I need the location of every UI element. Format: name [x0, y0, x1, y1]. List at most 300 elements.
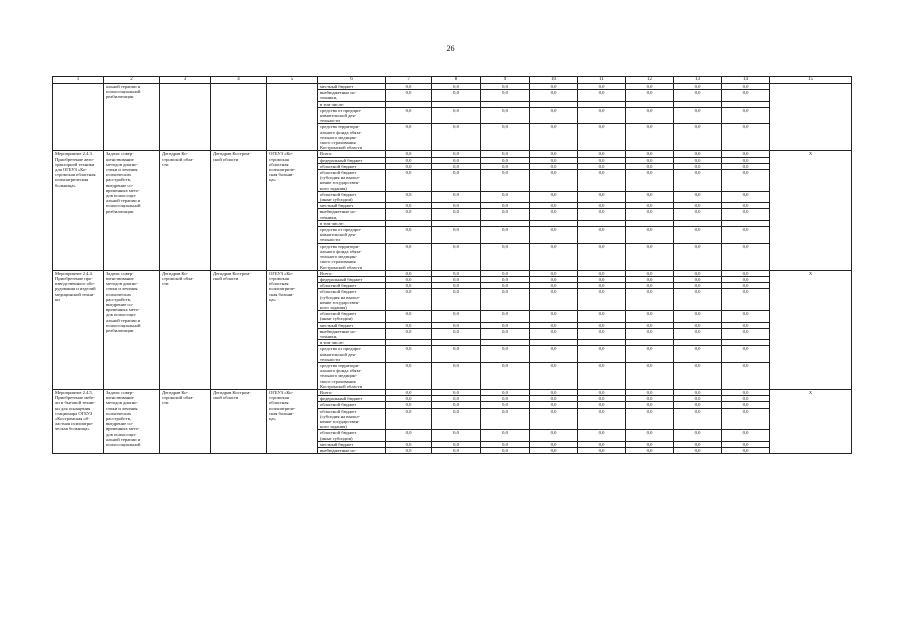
value-cell: 0,0 [578, 322, 626, 328]
value-cell: 0,0 [481, 322, 530, 328]
coordinator-cell: Депздрав Ко- стромской обла- сти [160, 151, 211, 270]
value-cell: 0,0 [578, 124, 626, 151]
funding-source-cell: средства территори- ального фонда обяза- тельного медицин- ского страхования Костромской области [318, 124, 386, 151]
value-cell: 0,0 [386, 203, 432, 209]
value-cell: 0,0 [386, 362, 432, 389]
value-cell: 0,0 [432, 430, 481, 441]
funding-source-cell: областной бюджет [318, 163, 386, 169]
value-cell: 0,0 [386, 227, 432, 244]
value-cell: 0,0 [481, 124, 530, 151]
funding-source-cell: внебюджетные ис- [318, 448, 386, 454]
value-cell: 0,0 [386, 243, 432, 270]
value-cell: 0,0 [674, 170, 722, 192]
value-cell: 0,0 [674, 346, 722, 363]
value-cell: 0,0 [578, 276, 626, 282]
value-cell: 0,0 [578, 311, 626, 322]
value-cell: 0,0 [626, 402, 674, 408]
value-cell: 0,0 [722, 227, 770, 244]
value-cell: 0,0 [578, 84, 626, 90]
value-cell: 0,0 [578, 283, 626, 289]
task-cell: альной терапии и психосоциальной реабилитации [104, 84, 160, 151]
value-cell: 0,0 [432, 157, 481, 163]
value-cell: 0,0 [674, 448, 722, 454]
value-cell: 0,0 [722, 157, 770, 163]
activity-cell: Мероприятие 2.4.5. Приобретение мебе- ли и бытовой техни- ки для оснащения стационара ОГБУЗ «Костромская об- ластная психиатри- ческая больница» [53, 389, 104, 453]
value-cell: 0,0 [386, 90, 432, 101]
value-cell: 0,0 [481, 448, 530, 454]
value-cell: 0,0 [626, 430, 674, 441]
value-cell: 0,0 [530, 90, 578, 101]
value-cell: 0,0 [722, 311, 770, 322]
value-cell: 0,0 [481, 151, 530, 157]
value-cell: 0,0 [530, 362, 578, 389]
value-cell: 0,0 [626, 107, 674, 124]
column-header: 9 [481, 77, 530, 84]
value-cell: 0,0 [481, 170, 530, 192]
value-cell: 0,0 [530, 396, 578, 402]
value-cell: 0,0 [530, 322, 578, 328]
coordinator-cell: Депздрав Ко- стромской обла- сти [160, 389, 211, 453]
value-cell: 0,0 [386, 151, 432, 157]
task-cell: Задача: совер- шенствование методов диагно- стики и лечения психических расстройств, внедрение со- временных мето- дов психосоци- альной терапии и психосоциальной реабилитации [104, 151, 160, 270]
value-cell: 0,0 [530, 170, 578, 192]
value-cell: 0,0 [626, 209, 674, 220]
funding-source-cell: внебюджетные ис- точники, [318, 90, 386, 101]
value-cell: 0,0 [481, 389, 530, 395]
value-cell: 0,0 [722, 191, 770, 202]
value-cell: 0,0 [674, 163, 722, 169]
value-cell: 0,0 [578, 227, 626, 244]
value-cell: 0,0 [481, 157, 530, 163]
value-cell: 0,0 [481, 283, 530, 289]
value-cell: 0,0 [674, 389, 722, 395]
column-15-cell: X [770, 270, 852, 389]
funding-source-cell: областной бюджет (субсидия на выпол- нение государствен- ного задания) [318, 408, 386, 430]
value-cell: 0,0 [432, 441, 481, 447]
value-cell: 0,0 [674, 396, 722, 402]
funding-source-cell: средства территори- ального фонда обяза- тельного медицин- ского страхования Костромской области [318, 362, 386, 389]
column-header: 7 [386, 77, 432, 84]
value-cell: 0,0 [578, 90, 626, 101]
column-header: 13 [674, 77, 722, 84]
value-cell: 0,0 [626, 84, 674, 90]
value-cell: 0,0 [722, 243, 770, 270]
funding-source-cell: федеральный бюджет [318, 396, 386, 402]
value-cell: 0,0 [432, 402, 481, 408]
value-cell: 0,0 [432, 191, 481, 202]
value-cell: 0,0 [674, 90, 722, 101]
value-cell: 0,0 [432, 396, 481, 402]
funding-source-cell: в том числе: [318, 340, 386, 346]
value-cell: 0,0 [578, 243, 626, 270]
responsible-cell: Депздрав Костром- ской области [211, 151, 267, 270]
value-cell: 0,0 [674, 203, 722, 209]
value-cell: 0,0 [674, 441, 722, 447]
funding-source-cell: местный бюджет [318, 322, 386, 328]
value-cell: 0,0 [432, 90, 481, 101]
responsible-cell: Депздрав Костром- ской области [211, 389, 267, 453]
value-cell: 0,0 [722, 448, 770, 454]
value-cell: 0,0 [674, 151, 722, 157]
executor-cell [267, 84, 318, 151]
funding-source-cell: местный бюджет [318, 203, 386, 209]
value-cell: 0,0 [481, 84, 530, 90]
value-cell: 0,0 [386, 170, 432, 192]
funding-source-cell: Всего: [318, 270, 386, 276]
value-cell: 0,0 [530, 227, 578, 244]
value-cell: 0,0 [481, 396, 530, 402]
value-cell: 0,0 [626, 396, 674, 402]
value-cell: 0,0 [481, 289, 530, 311]
funding-source-cell: средства от предпри- нимательской дея- тельности [318, 107, 386, 124]
value-cell: 0,0 [722, 441, 770, 447]
value-cell: 0,0 [386, 191, 432, 202]
value-cell: 0,0 [722, 107, 770, 124]
value-cell: 0,0 [626, 322, 674, 328]
funding-source-cell: федеральный бюджет [318, 157, 386, 163]
value-cell: 0,0 [530, 276, 578, 282]
value-cell: 0,0 [578, 396, 626, 402]
column-header: 10 [530, 77, 578, 84]
value-cell: 0,0 [674, 209, 722, 220]
value-cell: 0,0 [722, 170, 770, 192]
value-cell: 0,0 [386, 209, 432, 220]
value-cell: 0,0 [674, 289, 722, 311]
funding-source-cell: федеральный бюджет [318, 276, 386, 282]
column-header: 14 [722, 77, 770, 84]
value-cell: 0,0 [432, 283, 481, 289]
value-cell: 0,0 [530, 283, 578, 289]
value-cell: 0,0 [722, 90, 770, 101]
task-cell: Задача: совер- шенствование методов диагно- стики и лечения психических расстройств, внедрение со- временных мето- дов психосоци- альной терапии и психосоциальной реабилитации [104, 270, 160, 389]
value-cell: 0,0 [481, 328, 530, 339]
value-cell: 0,0 [626, 283, 674, 289]
funding-source-cell: в том числе: [318, 220, 386, 226]
value-cell: 0,0 [432, 362, 481, 389]
activity-cell [53, 84, 104, 151]
value-cell: 0,0 [626, 191, 674, 202]
value-cell: 0,0 [674, 84, 722, 90]
value-cell: 0,0 [481, 276, 530, 282]
value-cell: 0,0 [578, 408, 626, 430]
value-cell: 0,0 [530, 124, 578, 151]
value-cell: 0,0 [432, 151, 481, 157]
column-header: 5 [267, 77, 318, 84]
value-cell: 0,0 [530, 289, 578, 311]
value-cell: 0,0 [481, 163, 530, 169]
value-cell: 0,0 [481, 90, 530, 101]
value-cell: 0,0 [722, 289, 770, 311]
value-cell: 0,0 [386, 396, 432, 402]
column-15-cell [770, 84, 852, 151]
value-cell: 0,0 [432, 311, 481, 322]
value-cell: 0,0 [674, 283, 722, 289]
value-cell: 0,0 [578, 270, 626, 276]
value-cell: 0,0 [386, 448, 432, 454]
funding-source-cell: местный бюджет [318, 84, 386, 90]
funding-source-cell: областной бюджет (субсидия на выпол- нение государствен- ного задания) [318, 170, 386, 192]
value-cell: 0,0 [626, 243, 674, 270]
value-cell: 0,0 [386, 402, 432, 408]
column-15-cell: X [770, 389, 852, 453]
value-cell: 0,0 [530, 151, 578, 157]
value-cell: 0,0 [530, 270, 578, 276]
page-number: 26 [446, 44, 455, 53]
value-cell: 0,0 [674, 191, 722, 202]
value-cell: 0,0 [481, 203, 530, 209]
funding-source-cell: средства территори- ального фонда обяза- тельного медицин- ского страхования Костромской области [318, 243, 386, 270]
value-cell: 0,0 [530, 402, 578, 408]
value-cell: 0,0 [481, 191, 530, 202]
funding-source-cell: в том числе: [318, 101, 386, 107]
value-cell: 0,0 [530, 157, 578, 163]
value-cell: 0,0 [386, 276, 432, 282]
value-cell: 0,0 [432, 389, 481, 395]
funding-source-cell: областной бюджет [318, 402, 386, 408]
funding-source-cell: средства от предпри- нимательской дея- тельности [318, 227, 386, 244]
funding-source-cell: областной бюджет (субсидия на выпол- нение государствен- ного задания) [318, 289, 386, 311]
value-cell: 0,0 [722, 276, 770, 282]
value-cell: 0,0 [722, 283, 770, 289]
value-cell: 0,0 [722, 163, 770, 169]
value-cell: 0,0 [432, 227, 481, 244]
value-cell: 0,0 [578, 203, 626, 209]
value-cell: 0,0 [481, 408, 530, 430]
value-cell: 0,0 [386, 107, 432, 124]
column-header: 15 [770, 77, 852, 84]
funding-source-cell: Всего: [318, 389, 386, 395]
value-cell: 0,0 [386, 163, 432, 169]
value-cell: 0,0 [674, 408, 722, 430]
value-cell: 0,0 [674, 362, 722, 389]
funding-source-cell: областной бюджет (иные субсидии) [318, 430, 386, 441]
value-cell: 0,0 [626, 170, 674, 192]
value-cell: 0,0 [481, 441, 530, 447]
value-cell: 0,0 [626, 90, 674, 101]
funding-source-cell: областной бюджет (иные субсидии) [318, 311, 386, 322]
value-cell: 0,0 [530, 389, 578, 395]
responsible-cell: Депздрав Костром- ской области [211, 270, 267, 389]
value-cell: 0,0 [530, 311, 578, 322]
value-cell: 0,0 [578, 402, 626, 408]
value-cell: 0,0 [722, 346, 770, 363]
value-cell: 0,0 [626, 346, 674, 363]
value-cell: 0,0 [578, 328, 626, 339]
value-cell: 0,0 [386, 389, 432, 395]
funding-source-cell: внебюджетные ис- точники, [318, 209, 386, 220]
value-cell: 0,0 [674, 243, 722, 270]
value-cell: 0,0 [626, 124, 674, 151]
value-cell: 0,0 [578, 441, 626, 447]
value-cell: 0,0 [386, 408, 432, 430]
value-cell: 0,0 [432, 107, 481, 124]
column-header: 4 [211, 77, 267, 84]
value-cell: 0,0 [722, 124, 770, 151]
value-cell: 0,0 [432, 203, 481, 209]
value-cell: 0,0 [481, 270, 530, 276]
value-cell: 0,0 [578, 389, 626, 395]
value-cell: 0,0 [578, 289, 626, 311]
task-cell: Задача: совер- шенствование методов диагно- стики и лечения психических расстройств, внедрение со- временных мето- дов психосоци- альной терапии и психосоциальной [104, 389, 160, 453]
value-cell: 0,0 [722, 209, 770, 220]
value-cell: 0,0 [578, 170, 626, 192]
value-cell: 0,0 [578, 362, 626, 389]
value-cell: 0,0 [626, 151, 674, 157]
value-cell: 0,0 [674, 402, 722, 408]
responsible-cell [211, 84, 267, 151]
value-cell: 0,0 [578, 430, 626, 441]
value-cell: 0,0 [530, 84, 578, 90]
value-cell: 0,0 [578, 163, 626, 169]
value-cell: 0,0 [722, 151, 770, 157]
header-row [53, 77, 852, 84]
value-cell: 0,0 [578, 346, 626, 363]
value-cell: 0,0 [432, 163, 481, 169]
column-header: 1 [53, 77, 104, 84]
value-cell: 0,0 [722, 328, 770, 339]
funding-source-cell: внебюджетные ис- точники, [318, 328, 386, 339]
value-cell: 0,0 [481, 209, 530, 220]
value-cell: 0,0 [530, 209, 578, 220]
value-cell: 0,0 [626, 441, 674, 447]
value-cell: 0,0 [432, 276, 481, 282]
value-cell: 0,0 [530, 328, 578, 339]
value-cell: 0,0 [578, 209, 626, 220]
column-header: 12 [626, 77, 674, 84]
value-cell: 0,0 [722, 408, 770, 430]
value-cell: 0,0 [722, 396, 770, 402]
value-cell: 0,0 [432, 270, 481, 276]
value-cell: 0,0 [481, 107, 530, 124]
value-cell: 0,0 [481, 430, 530, 441]
column-header: 2 [104, 77, 160, 84]
value-cell: 0,0 [530, 441, 578, 447]
value-cell: 0,0 [626, 203, 674, 209]
activity-cell: Мероприятие 2.4.3. Приобретение авто- тракторной техники для ОГБУЗ «Ко- стромская областная психиатрическая больница» [53, 151, 104, 270]
value-cell: 0,0 [432, 209, 481, 220]
value-cell: 0,0 [481, 402, 530, 408]
value-cell: 0,0 [722, 203, 770, 209]
value-cell: 0,0 [432, 408, 481, 430]
value-cell: 0,0 [481, 362, 530, 389]
value-cell: 0,0 [674, 227, 722, 244]
value-cell: 0,0 [432, 289, 481, 311]
value-cell: 0,0 [432, 170, 481, 192]
value-cell: 0,0 [578, 448, 626, 454]
value-cell: 0,0 [481, 243, 530, 270]
value-cell: 0,0 [432, 243, 481, 270]
value-cell: 0,0 [432, 328, 481, 339]
value-cell: 0,0 [722, 402, 770, 408]
value-cell: 0,0 [530, 107, 578, 124]
column-header: 11 [578, 77, 626, 84]
value-cell: 0,0 [626, 448, 674, 454]
column-header: 8 [432, 77, 481, 84]
value-cell: 0,0 [626, 157, 674, 163]
value-cell: 0,0 [530, 408, 578, 430]
value-cell: 0,0 [530, 448, 578, 454]
value-cell: 0,0 [626, 362, 674, 389]
value-cell: 0,0 [432, 346, 481, 363]
value-cell: 0,0 [626, 227, 674, 244]
funding-source-cell: местный бюджет [318, 441, 386, 447]
value-cell: 0,0 [674, 276, 722, 282]
value-cell: 0,0 [386, 430, 432, 441]
value-cell: 0,0 [578, 157, 626, 163]
value-cell: 0,0 [674, 270, 722, 276]
value-cell: 0,0 [386, 346, 432, 363]
value-cell: 0,0 [722, 84, 770, 90]
value-cell: 0,0 [674, 328, 722, 339]
value-cell: 0,0 [481, 346, 530, 363]
value-cell: 0,0 [530, 243, 578, 270]
column-header: 3 [160, 77, 211, 84]
value-cell: 0,0 [674, 430, 722, 441]
value-cell: 0,0 [674, 157, 722, 163]
coordinator-cell [160, 84, 211, 151]
value-cell: 0,0 [674, 322, 722, 328]
value-cell: 0,0 [386, 322, 432, 328]
value-cell: 0,0 [432, 84, 481, 90]
value-cell: 0,0 [386, 270, 432, 276]
value-cell: 0,0 [674, 124, 722, 151]
coordinator-cell: Депздрав Ко- стромской обла- сти [160, 270, 211, 389]
value-cell: 0,0 [386, 289, 432, 311]
column-15-cell: X [770, 151, 852, 270]
funding-source-cell: Всего: [318, 151, 386, 157]
value-cell: 0,0 [578, 107, 626, 124]
value-cell: 0,0 [578, 191, 626, 202]
value-cell: 0,0 [386, 311, 432, 322]
value-cell: 0,0 [530, 163, 578, 169]
value-cell: 0,0 [626, 389, 674, 395]
value-cell: 0,0 [481, 311, 530, 322]
value-cell: 0,0 [722, 270, 770, 276]
activity-cell: Мероприятие 2.4.4. Приобретение про- изводственного обо- рудования и изделий медицинской техни- ки [53, 270, 104, 389]
executor-cell: ОГБУЗ «Ко- стромская областная психиатриче- ская больни- ца» [267, 389, 318, 453]
value-cell: 0,0 [386, 124, 432, 151]
value-cell: 0,0 [530, 430, 578, 441]
value-cell: 0,0 [626, 311, 674, 322]
value-cell: 0,0 [386, 441, 432, 447]
value-cell: 0,0 [530, 191, 578, 202]
executor-cell: ОГБУЗ «Ко- стромская областная психиатриче- ская больни- ца» [267, 151, 318, 270]
executor-cell: ОГБУЗ «Ко- стромская областная психиатриче- ская больни- ца» [267, 270, 318, 389]
value-cell: 0,0 [722, 430, 770, 441]
value-cell: 0,0 [481, 227, 530, 244]
value-cell: 0,0 [530, 203, 578, 209]
value-cell: 0,0 [432, 448, 481, 454]
column-header: 6 [318, 77, 386, 84]
funding-source-cell: областной бюджет [318, 283, 386, 289]
value-cell: 0,0 [386, 283, 432, 289]
value-cell: 0,0 [578, 151, 626, 157]
value-cell: 0,0 [626, 270, 674, 276]
budget-table [52, 76, 852, 454]
value-cell: 0,0 [626, 408, 674, 430]
value-cell: 0,0 [626, 276, 674, 282]
value-cell: 0,0 [722, 389, 770, 395]
value-cell: 0,0 [674, 311, 722, 322]
value-cell: 0,0 [386, 328, 432, 339]
value-cell: 0,0 [674, 107, 722, 124]
value-cell: 0,0 [432, 124, 481, 151]
funding-source-cell: средства от предпри- нимательской дея- тельности [318, 346, 386, 363]
value-cell: 0,0 [722, 362, 770, 389]
value-cell: 0,0 [432, 322, 481, 328]
value-cell: 0,0 [386, 84, 432, 90]
value-cell: 0,0 [626, 328, 674, 339]
